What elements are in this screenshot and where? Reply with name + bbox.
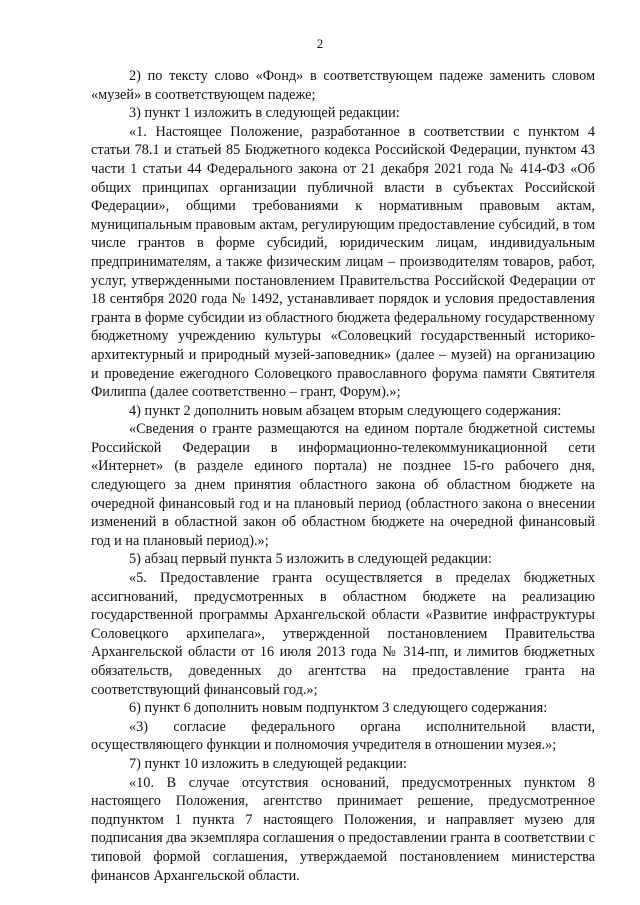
- paragraph-item-6-text: «3) согласие федерального органа исполнительной власти, осуществляющего функции и полномочия учредителя в отношении музея.»;: [91, 718, 595, 754]
- paragraph-item-3-text: «1. Настоящее Положение, разработанное в соответствии с пунктом 4 статьи 78.1 и статьей 85 Бюджетного кодекса Российской Федерации, пунктом 43 части 1 статьи 44 Федерального закона от 21 декабря 2021 года № 414-ФЗ «Об общих принципах организации публичной власти в субъектах Российской Федерации», общими требованиями к нормативным правовым актам, муниципальным правовым актам, регулирующим предоставление субсидий, в том числе грантов в форме субсидий, юридическим лицам, индивидуальным предпринимателям, а также физическим лицам – производителям товаров, работ, услуг, утвержденными постановлением Правительства Российской Федерации от 18 сентября 2020 года № 1492, устанавливает порядок и условия предоставления гранта в форме субсидии из областного бюджета федеральному государственному бюджетному учреждению культуры «Соловецкий государственный историко-архитектурный и природный музей-заповедник» (далее – музей) на организацию и проведение ежегодного Соловецкого православного форума памяти Святителя Филиппа (далее соответственно – грант, Форум).»;: [91, 123, 595, 401]
- page-number: 2: [316, 36, 324, 51]
- paragraph-item-7-text: «10. В случае отсутствия оснований, предусмотренных пунктом 8 настоящего Положения, агентство принимает решение, предусмотренное подпунктом 1 пункта 7 настоящего Положения, и направляет музею для подписания два экземпляра соглашения о предоставлении гранта в соответствии с типовой формой соглашения, утверждаемой постановлением министерства финансов Архангельской области.: [91, 774, 595, 884]
- paragraph-item-2-replace-word: 2) по тексту слово «Фонд» в соответствующем падеже заменить словом «музей» в соответствующем падеже;: [91, 68, 595, 103]
- paragraph-item-3-intro: 3) пункт 1 изложить в следующей редакции:: [129, 105, 400, 122]
- paragraph-item-4-text: «Сведения о гранте размещаются на едином портале бюджетной системы Российской Федерации в информационно-телекоммуникационной сети «Интернет» (в разделе единого портала) не позднее 15-го рабочего дня, следующего за днем принятия областного закона об областном бюджете на очередной финансовый год и на плановый период (областного закона о внесении изменений в областной закон об областном бюджете на очередной финансовый год и на плановый период).»;: [91, 421, 595, 549]
- paragraph-item-5-text: «5. Предоставление гранта осуществляется в пределах бюджетных ассигнований, предусмотренных в областном бюджете на реализацию государственной программы Архангельской области «Развитие инфраструктуры Соловецкого архипелага», утвержденной постановлением Правительства Архангельской области от 16 июля 2013 года № 314-пп, и лимитов бюджетных обязательств, доведенных до агентства на предоставление гранта на соответствующий финансовый год.»;: [91, 570, 595, 698]
- paragraph-item-5-intro: 5) абзац первый пункта 5 изложить в следующей редакции:: [129, 551, 492, 568]
- paragraph-item-4-intro: 4) пункт 2 дополнить новым абзацем вторым следующего содержания:: [129, 402, 562, 419]
- paragraph-item-6-intro: 6) пункт 6 дополнить новым подпунктом 3 следующего содержания:: [129, 700, 548, 717]
- paragraph-item-7-intro: 7) пункт 10 изложить в следующей редакции:: [129, 755, 407, 772]
- document-body: [91, 67, 595, 885]
